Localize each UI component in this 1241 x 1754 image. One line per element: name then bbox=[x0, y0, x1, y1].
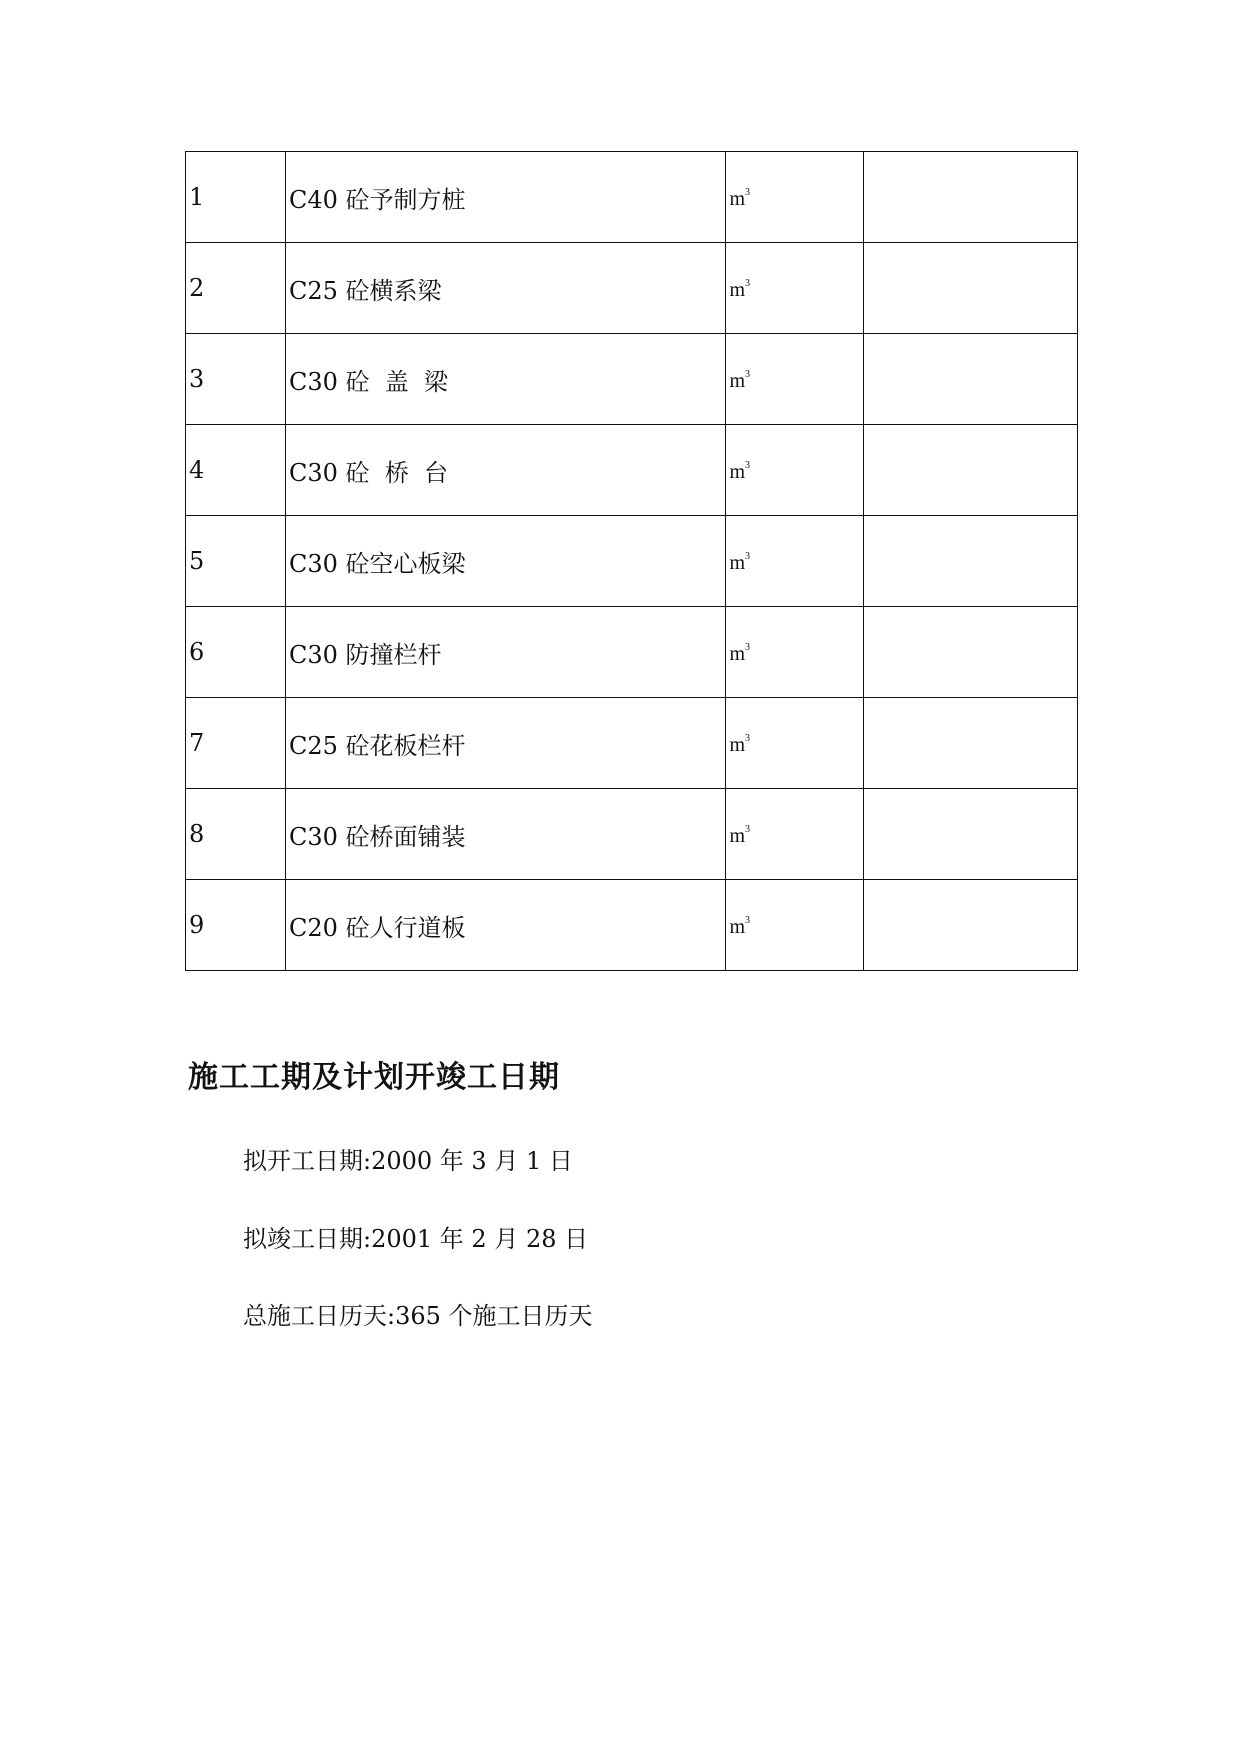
unit-exponent: 3 bbox=[745, 915, 749, 926]
row-number: 8 bbox=[186, 789, 286, 880]
quantity-cell bbox=[863, 516, 1077, 607]
unit-base: m bbox=[729, 825, 744, 847]
unit-text bbox=[729, 370, 749, 392]
unit-cell bbox=[726, 516, 863, 607]
item-name: C30 砼空心板梁 bbox=[286, 516, 726, 607]
unit-cell bbox=[726, 698, 863, 789]
unit-base: m bbox=[729, 370, 744, 392]
planned-start-date: 拟开工日期:2000 年 3 月 1 日 bbox=[243, 1147, 573, 1175]
quantity-cell bbox=[863, 789, 1077, 880]
row-number: 5 bbox=[186, 516, 286, 607]
unit-exponent: 3 bbox=[745, 551, 749, 562]
item-name: C30 砼 桥 台 bbox=[286, 425, 726, 516]
unit-exponent: 3 bbox=[745, 642, 749, 653]
item-name: C30 防撞栏杆 bbox=[286, 607, 726, 698]
unit-exponent: 3 bbox=[745, 187, 749, 198]
unit-text bbox=[729, 916, 749, 938]
total-calendar-days: 总施工日历天:365 个施工日历天 bbox=[243, 1302, 593, 1330]
table-row bbox=[186, 152, 1078, 243]
quantity-cell bbox=[863, 152, 1077, 243]
table-row bbox=[186, 789, 1078, 880]
row-number: 7 bbox=[186, 698, 286, 789]
planned-completion-date: 拟竣工日期:2001 年 2 月 28 日 bbox=[243, 1225, 589, 1253]
quantity-cell bbox=[863, 334, 1077, 425]
unit-text bbox=[729, 461, 749, 483]
unit-base: m bbox=[729, 461, 744, 483]
row-number: 1 bbox=[186, 152, 286, 243]
item-name: C25 砼花板栏杆 bbox=[286, 698, 726, 789]
unit-base: m bbox=[729, 916, 744, 938]
unit-base: m bbox=[729, 279, 744, 301]
unit-cell bbox=[726, 152, 863, 243]
unit-text bbox=[729, 643, 749, 665]
quantity-cell bbox=[863, 607, 1077, 698]
unit-text bbox=[729, 552, 749, 574]
quantity-table bbox=[185, 151, 1078, 971]
unit-base: m bbox=[729, 552, 744, 574]
row-number: 9 bbox=[186, 880, 286, 971]
unit-base: m bbox=[729, 643, 744, 665]
unit-cell bbox=[726, 334, 863, 425]
unit-cell bbox=[726, 607, 863, 698]
item-name: C30 砼桥面铺装 bbox=[286, 789, 726, 880]
quantity-cell bbox=[863, 425, 1077, 516]
unit-text bbox=[729, 734, 749, 756]
item-name: C20 砼人行道板 bbox=[286, 880, 726, 971]
table-row bbox=[186, 880, 1078, 971]
unit-cell bbox=[726, 880, 863, 971]
item-name: C30 砼 盖 梁 bbox=[286, 334, 726, 425]
unit-exponent: 3 bbox=[745, 369, 749, 380]
unit-cell bbox=[726, 243, 863, 334]
row-number: 4 bbox=[186, 425, 286, 516]
unit-text bbox=[729, 188, 749, 210]
table-row bbox=[186, 425, 1078, 516]
unit-cell bbox=[726, 425, 863, 516]
table-row bbox=[186, 243, 1078, 334]
unit-exponent: 3 bbox=[745, 824, 749, 835]
row-number: 3 bbox=[186, 334, 286, 425]
unit-exponent: 3 bbox=[745, 278, 749, 289]
table-row bbox=[186, 334, 1078, 425]
table-row bbox=[186, 607, 1078, 698]
unit-base: m bbox=[729, 188, 744, 210]
row-number: 6 bbox=[186, 607, 286, 698]
table-row bbox=[186, 698, 1078, 789]
unit-exponent: 3 bbox=[745, 733, 749, 744]
unit-cell bbox=[726, 789, 863, 880]
row-number: 2 bbox=[186, 243, 286, 334]
item-name: C25 砼横系梁 bbox=[286, 243, 726, 334]
unit-text bbox=[729, 279, 749, 301]
unit-text bbox=[729, 825, 749, 847]
quantity-cell bbox=[863, 698, 1077, 789]
item-name: C40 砼予制方桩 bbox=[286, 152, 726, 243]
unit-base: m bbox=[729, 734, 744, 756]
quantity-cell bbox=[863, 880, 1077, 971]
unit-exponent: 3 bbox=[745, 460, 749, 471]
section-title: 施工工期及计划开竣工日期 bbox=[188, 1060, 560, 1095]
table-row bbox=[186, 516, 1078, 607]
quantity-cell bbox=[863, 243, 1077, 334]
